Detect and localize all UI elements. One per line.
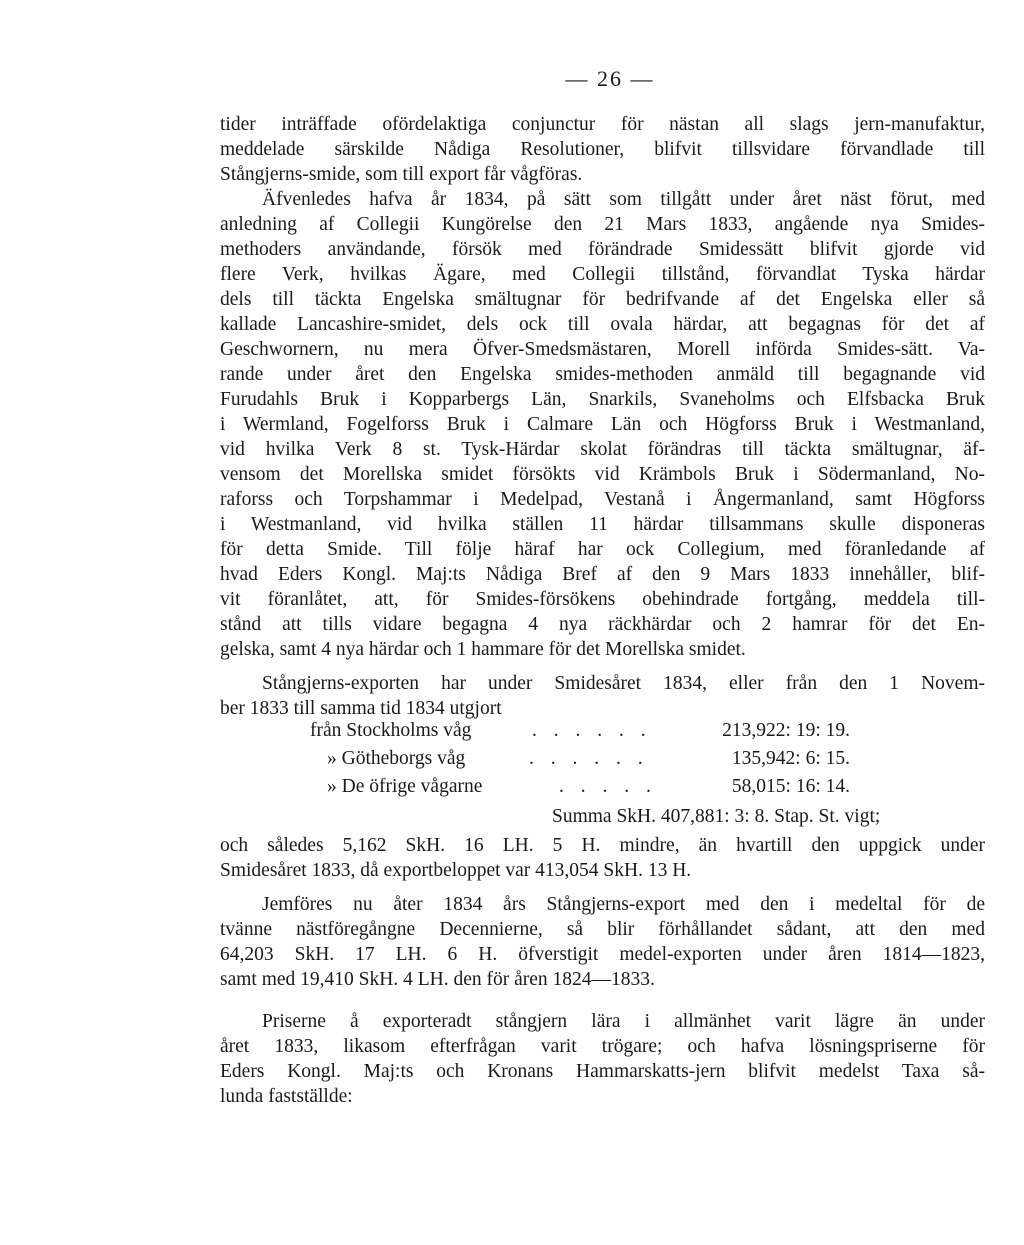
text-line: kallade Lancashire-smidet, dels ock till ovala härdar, att begagnas för det af [220, 314, 985, 335]
text-line: ber 1833 till samma tid 1834 utgjort [220, 698, 502, 719]
text-line: Smidesåret 1833, då exportbeloppet var 413,054 SkH. 13 H. [220, 860, 692, 881]
table-row [310, 718, 910, 744]
text-line: dels till täckta Engelska smältugnar för bedrifvande af det Engelska eller så [220, 289, 985, 310]
text-line: methoders användande, försök med förändrade Smidessätt blifvit gjorde vid [220, 239, 985, 260]
row-leader: . . . . . . [529, 748, 649, 769]
text-line: lunda fastställde: [220, 1086, 353, 1107]
text-line: meddelade särskilde Nådiga Resolutioner, blifvit tillsvidare förvandlade till [220, 139, 985, 160]
table-total [552, 804, 880, 830]
text-line: Stångjerns-smide, som till export får vågföras. [220, 164, 583, 185]
text-line: tvänne nästföregångne Decennierne, så blir förhållandet sådant, att den med [220, 919, 985, 940]
table-row [327, 746, 910, 772]
text-line: Geschwornern, nu mera Öfver-Smedsmästaren, Morell införda Smides-sätt. Va- [220, 339, 985, 360]
text-line: Äfvenledes hafva år 1834, på sätt som tillgått under året näst förut, med [262, 189, 985, 210]
row-value: 58,015: 16: 14. [731, 776, 850, 797]
row-leader: . . . . . . [532, 720, 652, 741]
table-row [327, 774, 910, 800]
text-line: samt med 19,410 SkH. 4 LH. den för åren 1824—1833. [220, 969, 655, 990]
row-label: » Götheborgs våg [327, 748, 466, 769]
text-line: i Westmanland, vid hvilka ställen 11 härdar tillsammans skulle disponeras [220, 514, 985, 535]
text-line: stånd att tills vidare begagna 4 nya räckhärdar och 2 hamrar för det En- [220, 614, 985, 635]
text-line: i Wermland, Fogelforss Bruk i Calmare Län och Högforss Bruk i Westmanland, [220, 414, 985, 435]
text-line: Eders Kongl. Maj:ts och Kronans Hammarskatts-jern blifvit medelst Taxa så- [220, 1061, 985, 1082]
text-line: vit föranlåtet, att, för Smides-försökens obehindrade fortgång, meddela till- [220, 589, 985, 610]
page-number: — 26 — [565, 66, 655, 91]
row-label: » De öfrige vågarne [327, 776, 483, 797]
text-line: gelska, samt 4 nya härdar och 1 hammare för det Morellska smidet. [220, 639, 746, 660]
text-line: anledning af Collegii Kungörelse den 21 Mars 1833, angående nya Smides- [220, 214, 985, 235]
text-line: 64,203 SkH. 17 LH. 6 H. öfverstigit medel-exporten under åren 1814—1823, [220, 944, 985, 965]
row-value: 135,942: 6: 15. [731, 748, 850, 769]
text-line: raforss och Torpshammar i Medelpad, Vestanå i Ångermanland, samt Högforss [220, 489, 985, 510]
row-leader: . . . . . [559, 776, 657, 797]
text-line: Stångjerns-exporten har under Smidesåret 1834, eller från den 1 Novem- [262, 673, 985, 694]
text-line: rande under året den Engelska smides-methoden anmäld till begagnande vid [220, 364, 985, 385]
text-line: tider inträffade ofördelaktiga conjunctur för nästan all slags jern-manufaktur, [220, 114, 985, 135]
text-line: och således 5,162 SkH. 16 LH. 5 H. mindre, än hvartill den uppgick under [220, 835, 985, 856]
row-value: 213,922: 19: 19. [722, 720, 850, 741]
total-text: Summa SkH. 407,881: 3: 8. Stap. St. vigt; [552, 806, 881, 827]
text-line: för detta Smide. Till följe häraf har ock Collegium, med föranledande af [220, 539, 985, 560]
text-line: året 1833, likasom efterfrågan varit trögare; och hafva lösningspriserne för [220, 1036, 985, 1057]
row-label: från Stockholms våg [310, 720, 472, 741]
text-line: flere Verk, hvilkas Ägare, med Collegii tillstånd, förvandlat Tyska härdar [220, 264, 985, 285]
text-line: vensom det Morellska smidet försökts vid Krämbols Bruk i Södermanland, No- [220, 464, 985, 485]
text-line: vid hvilka Verk 8 st. Tysk-Härdar skolat förändras till täckta smältugnar, äf- [220, 439, 985, 460]
text-line: Priserne å exporteradt stångjern lära i allmänhet varit lägre än under [262, 1011, 985, 1032]
text-line: hvad Eders Kongl. Maj:ts Nådiga Bref af den 9 Mars 1833 innehåller, blif- [220, 564, 985, 585]
text-line: Furudahls Bruk i Kopparbergs Län, Snarkils, Svaneholms och Elfsbacka Bruk [220, 389, 985, 410]
text-line: Jemföres nu åter 1834 års Stångjerns-export med den i medeltal för de [262, 894, 985, 915]
